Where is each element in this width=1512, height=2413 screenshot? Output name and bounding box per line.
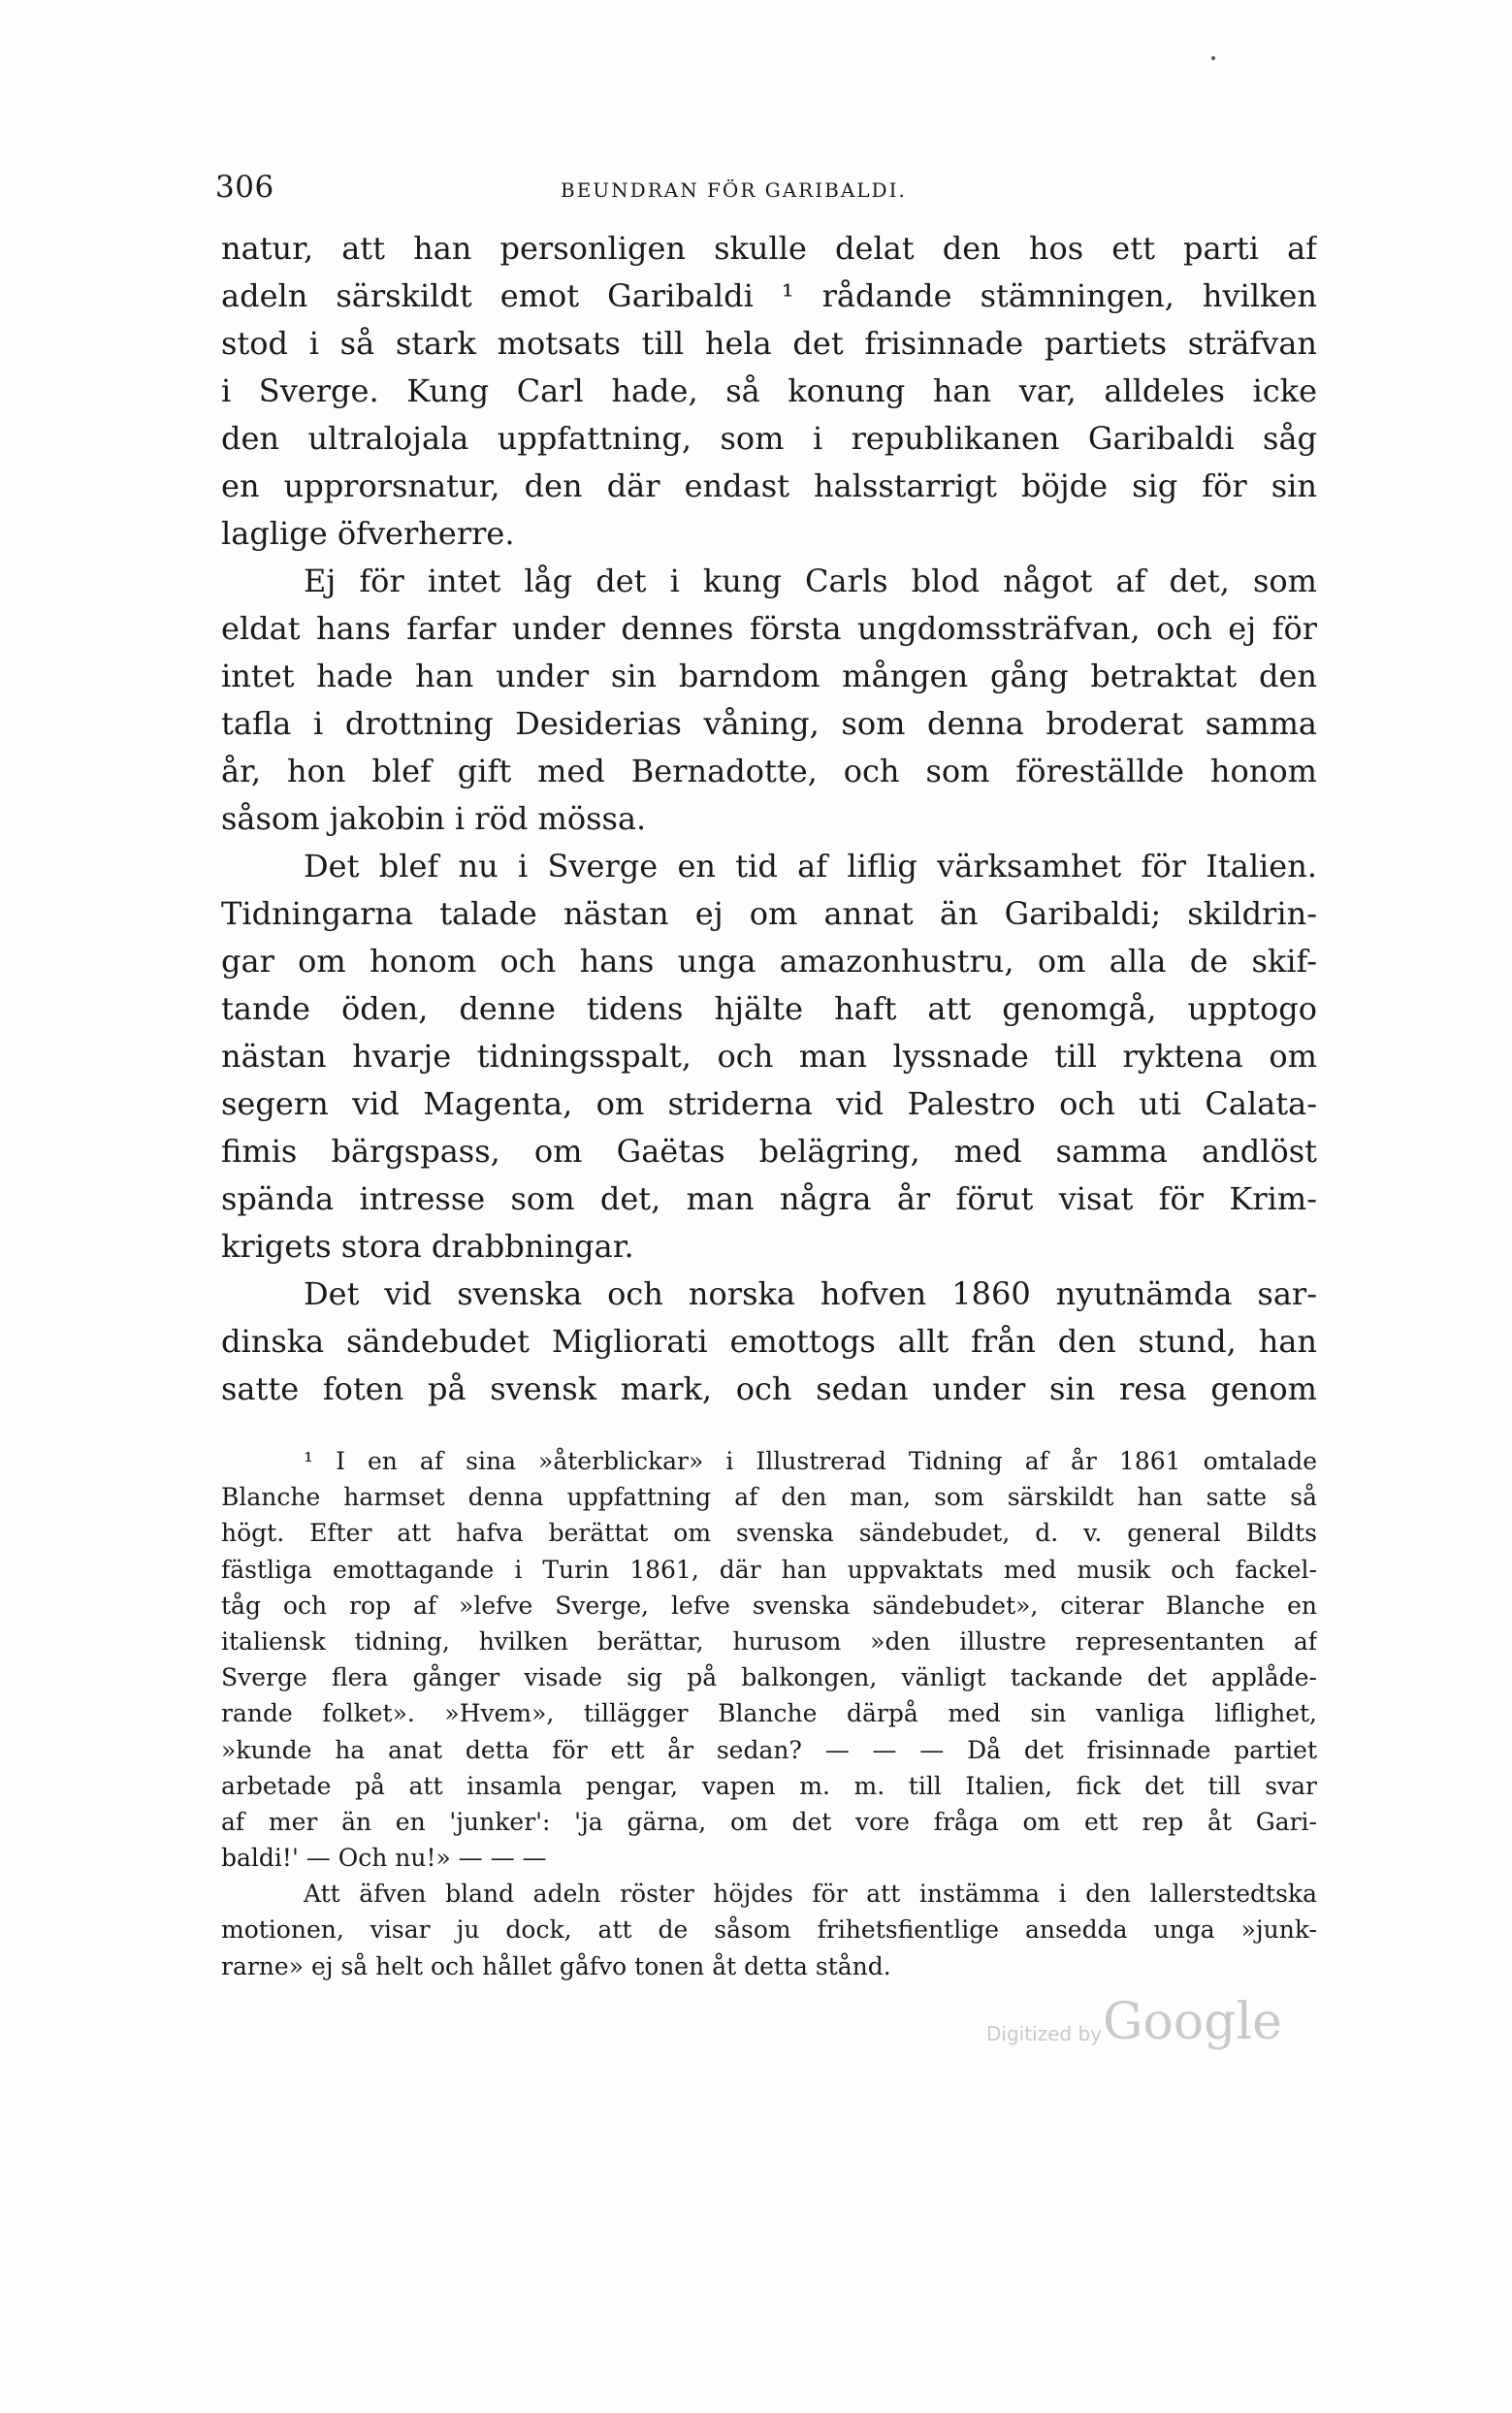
footnote-line: Blanche harmset denna uppfattning af den man, som särskildt han satte så — [221, 1483, 1317, 1512]
body-line: Det vid svenska och norska hofven 1860 nyutnämda sar- — [304, 1275, 1317, 1312]
body-line: år, hon blef gift med Bernadotte, och som föreställde honom — [221, 753, 1317, 789]
body-line: stod i så stark motsats till hela det frisinnade partiets sträfvan — [221, 325, 1317, 362]
digitized-by-google-watermark — [986, 1993, 1297, 2061]
body-line: såsom jakobin i röd mössa. — [221, 800, 647, 837]
footnote-line: fästliga emottagande i Turin 1861, där han uppvaktats med musik och fackel- — [221, 1555, 1317, 1584]
footnote-line: af mer än en 'junker': 'ja gärna, om det vore fråga om ett rep åt Gari- — [221, 1807, 1317, 1836]
footnote-line: tåg och rop af »lefve Sverge, lefve svenska sändebudet», citerar Blanche en — [221, 1591, 1317, 1620]
body-line: tafla i drottning Desiderias våning, som denna broderat samma — [221, 705, 1317, 742]
footnote-line: arbetade på att insamla pengar, vapen m. m. till Italien, fick det till svar — [221, 1771, 1317, 1800]
body-line: fimis bärgspass, om Gaëtas belägring, med samma andlöst — [221, 1133, 1317, 1170]
footnote-line: rande folket». »Hvem», tillägger Blanche därpå med sin vanliga liflighet, — [221, 1699, 1317, 1728]
body-line: Tidningarna talade nästan ej om annat än Garibaldi; skildrin- — [221, 895, 1317, 932]
footnote-line: »kunde ha anat detta för ett år sedan? — — — Då det frisinnade partiet — [221, 1735, 1317, 1764]
watermark-logo-text: Google — [1103, 1993, 1282, 2051]
footnote-line: ¹ I en af sina »återblickar» i Illustrerad Tidning af år 1861 omtalade — [304, 1447, 1317, 1475]
body-line: krigets stora drabbningar. — [221, 1228, 634, 1265]
body-line: Det blef nu i Sverge en tid af liflig värksamhet för Italien. — [304, 848, 1317, 885]
body-line: Ej för intet låg det i kung Carls blod något af det, som — [304, 563, 1317, 599]
footnote-line: högt. Efter att hafva berättat om svenska sändebudet, d. v. general Bildts — [221, 1519, 1317, 1548]
page-header — [215, 170, 1302, 218]
body-line: spända intresse som det, man några år förut visat för Krim- — [221, 1180, 1317, 1217]
footnote-line: Att äfven bland adeln röster höjdes för att instämma i den lallerstedtska — [304, 1880, 1317, 1909]
body-line: laglige öfverherre. — [221, 515, 515, 552]
page-number: 306 — [215, 170, 274, 205]
body-line: dinska sändebudet Migliorati emottogs allt från den stund, han — [221, 1323, 1317, 1360]
footnote-line: motionen, visar ju dock, att de såsom frihetsfientlige ansedda unga »junk- — [221, 1915, 1317, 1945]
body-line: en upprorsnatur, den där endast halsstarrigt böjde sig för sin — [221, 467, 1317, 504]
body-line: natur, att han personligen skulle delat den hos ett parti af — [221, 230, 1317, 267]
body-line: segern vid Magenta, om striderna vid Palestro och uti Calata- — [221, 1085, 1317, 1122]
body-line: den ultralojala uppfattning, som i republikanen Garibaldi såg — [221, 420, 1317, 457]
footnote-line: rarne» ej så helt och hållet gåfvo tonen åt detta stånd. — [221, 1951, 891, 1980]
body-line: intet hade han under sin barndom mången gång betraktat den — [221, 658, 1317, 694]
body-line: gar om honom och hans unga amazonhustru, om alla de skif- — [221, 943, 1317, 980]
watermark-small-text: Digitized by — [986, 2022, 1102, 2045]
body-line: satte foten på svensk mark, och sedan under sin resa genom — [221, 1370, 1317, 1407]
footnote-line: baldi!' — Och nu!» — — — — [221, 1844, 547, 1873]
body-line: i Sverge. Kung Carl hade, så konung han var, alldeles icke — [221, 372, 1317, 409]
body-line: tande öden, denne tidens hjälte haft att genomgå, upptogo — [221, 990, 1317, 1027]
body-line: nästan hvarje tidningsspalt, och man lyssnade till ryktena om — [221, 1038, 1317, 1075]
footnote-line: italiensk tidning, hvilken berättar, hurusom »den illustre representanten af — [221, 1626, 1317, 1656]
body-text — [221, 225, 1317, 1413]
footnote-line: Sverge flera gånger visade sig på balkongen, vänligt tackande det applåde- — [221, 1663, 1317, 1692]
running-head: BEUNDRAN FÖR GARIBALDI. — [561, 178, 907, 202]
print-speck — [1211, 56, 1215, 60]
body-line: eldat hans farfar under dennes första ungdomssträfvan, och ej för — [221, 610, 1317, 647]
footnotes — [221, 1443, 1317, 1984]
body-line: adeln särskildt emot Garibaldi ¹ rådande stämningen, hvilken — [221, 277, 1317, 314]
